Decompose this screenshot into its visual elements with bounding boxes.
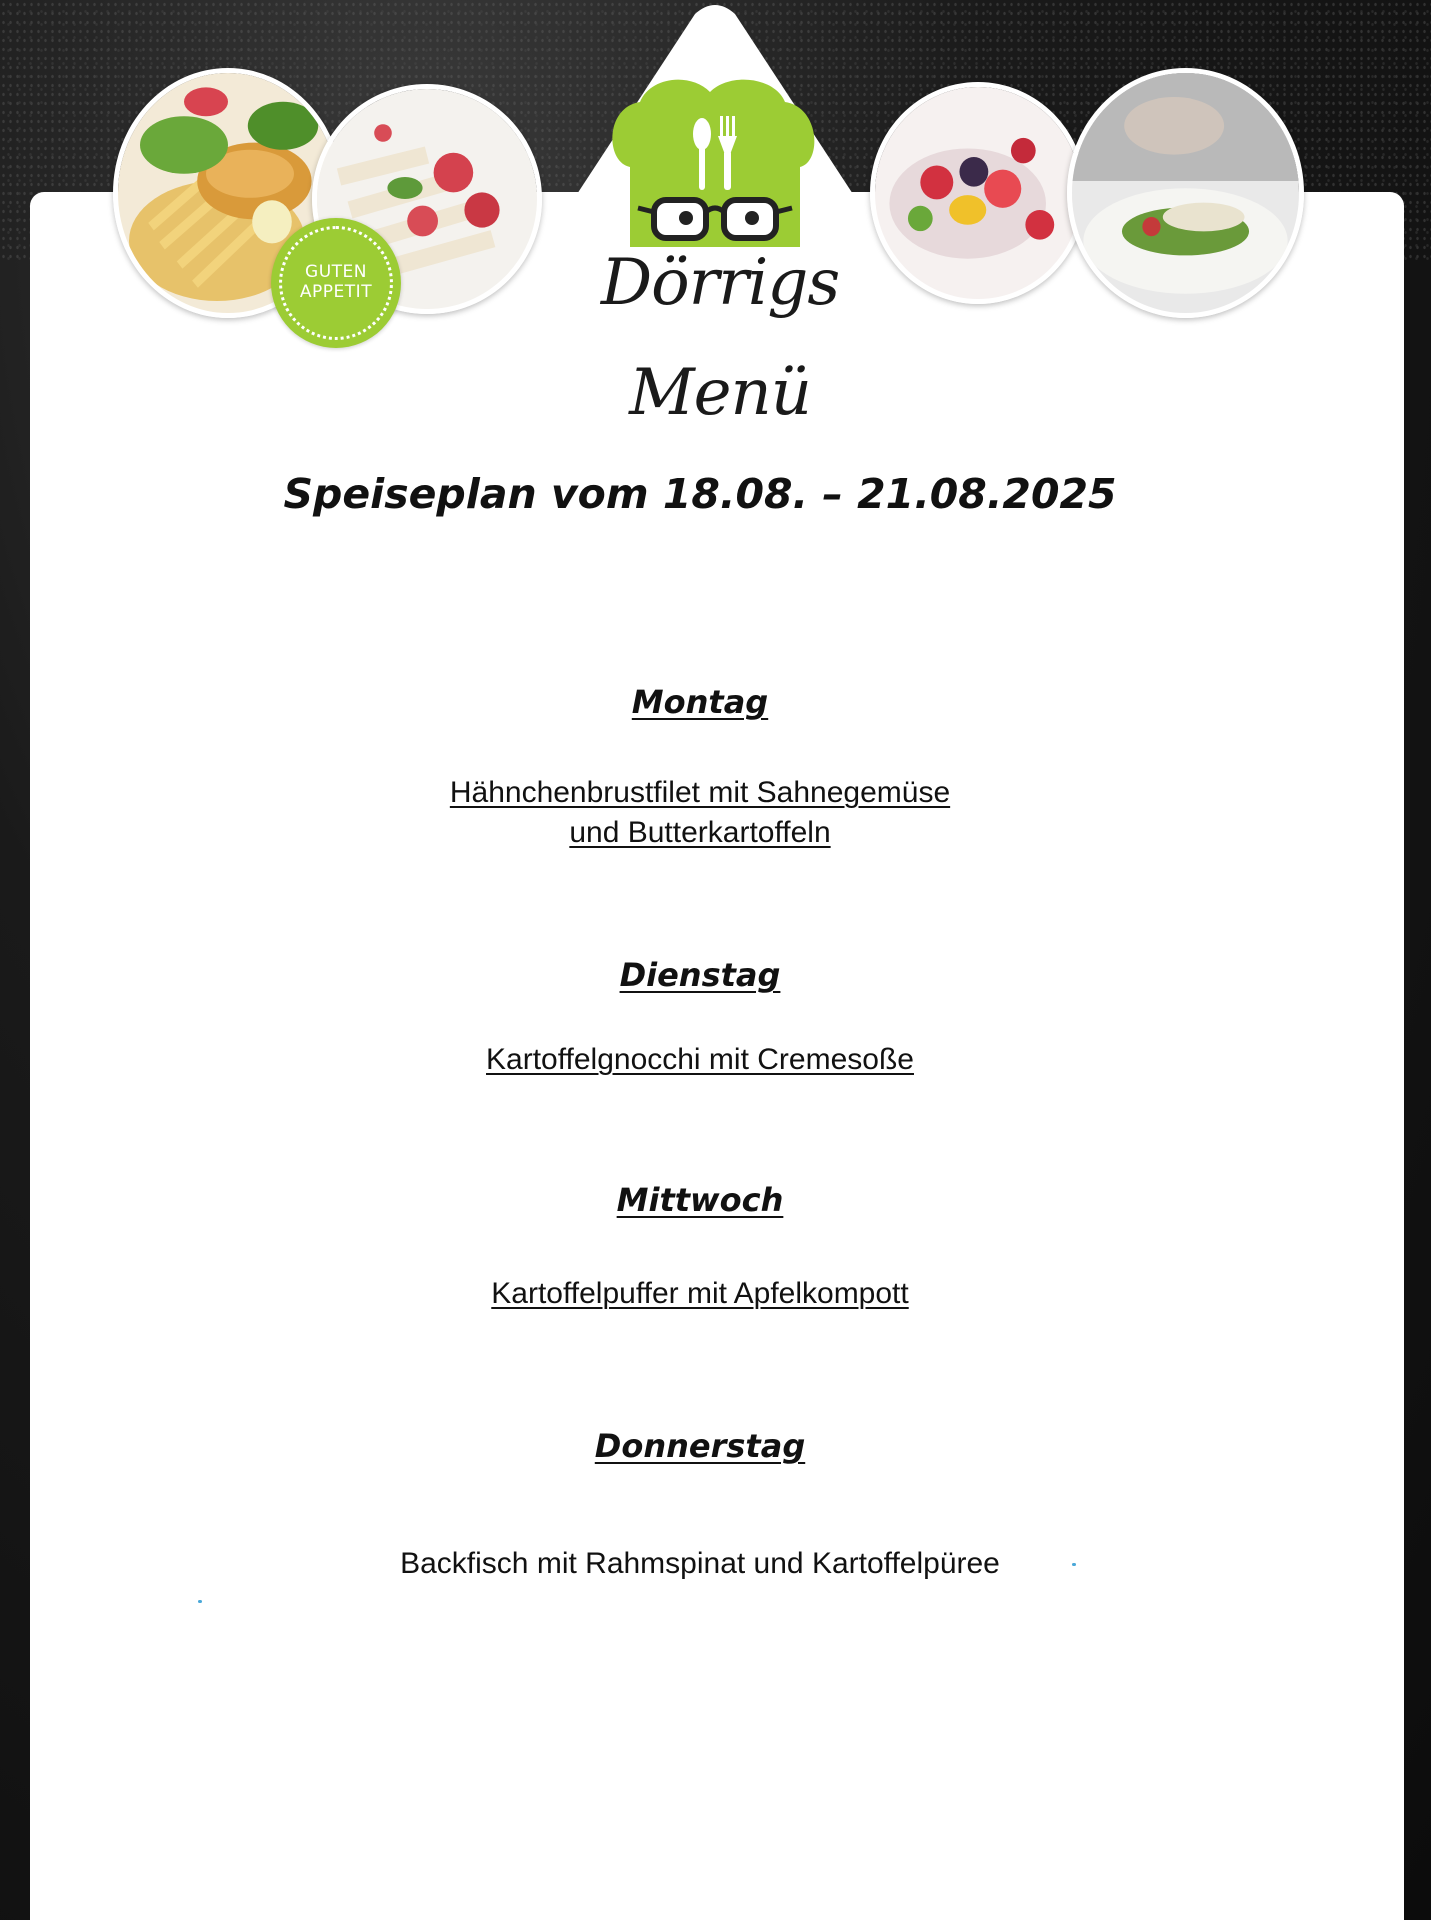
dish-line: Hähnchenbrustfilet mit Sahnegemüse [449,776,951,809]
food-photo-plated-dish [1067,68,1304,318]
brand-logo-text: Dörrigs Menü [600,246,840,430]
badge-line-1: GUTEN [305,262,367,282]
dish-line: und Butterkartoffeln [569,816,831,849]
guten-appetit-badge [271,218,401,348]
scan-speck [198,1600,202,1603]
scan-speck [1072,1563,1076,1566]
dish-donnerstag [250,1544,1150,1584]
menu-title: Speiseplan vom 18.08. – 21.08.2025 [283,470,1117,518]
day-heading-dienstag: Dienstag [619,956,781,994]
dish-line: Backfisch mit Rahmspinat und Kartoffelpüree [400,1547,1000,1580]
dish-line: Kartoffelpuffer mit Apfelkompott [491,1277,909,1310]
badge-line-2: APPETIT [299,282,373,302]
dish-montag [250,773,1150,853]
dish-dienstag [250,1040,1150,1080]
day-heading-donnerstag: Donnerstag [594,1427,806,1465]
dish-line: Kartoffelgnocchi mit Cremesoße [486,1043,914,1076]
dish-mittwoch [250,1274,1150,1314]
day-heading-montag: Montag [631,683,769,721]
day-heading-mittwoch: Mittwoch [616,1181,784,1219]
